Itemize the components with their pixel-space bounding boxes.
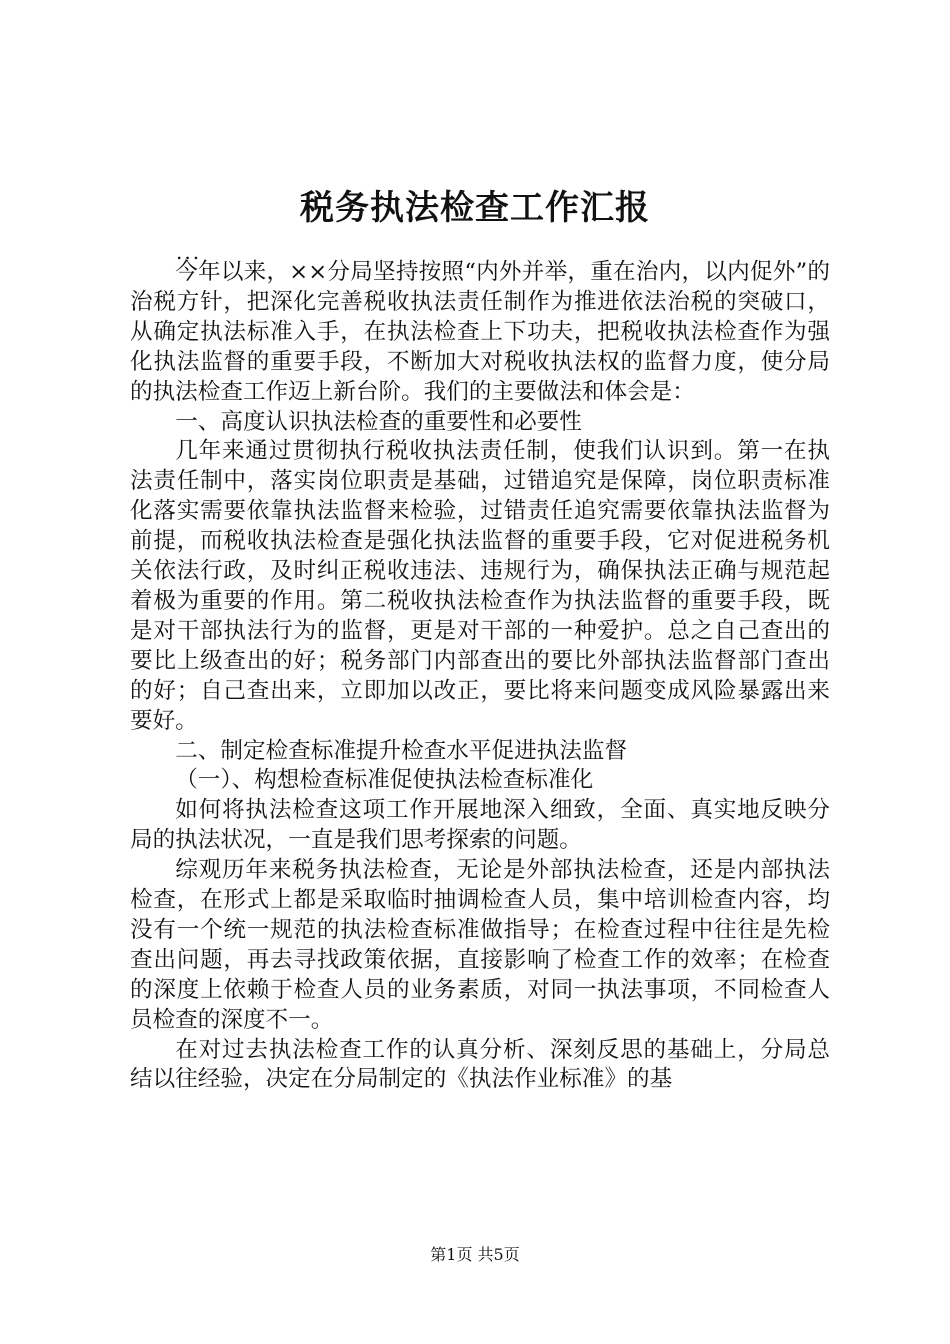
section-heading-1: 一、高度认识执法检查的重要性和必要性 — [175, 408, 582, 435]
document-title: 税务执法检查工作汇报 — [300, 188, 650, 228]
document-body — [130, 258, 830, 1095]
paragraph-review: 综观历年来税务执法检查，无论是外部执法检查，还是内部执法检查，在形式上都是采取临时抽调检查人员，集中培训检查内容，均没有一个统一规范的执法检查标准做指导；在检查过程中往往是先检查出问题，再去寻找政策依据，直接影响了检查工作的效率；在检查的深度上依赖于检查人员的业务素质，对同一执法事项，不同检查人员检查的深度不一。 — [130, 857, 830, 1033]
paragraph-conclusion: 在对过去执法检查工作的认真分析、深刻反思的基础上，分局总结以往经验，决定在分局制定的《执法作业标准》的基 — [130, 1036, 830, 1093]
subsection-heading-1: （一）、构想检查标准促使执法检查标准化 — [175, 767, 594, 794]
section-heading-2: 二、制定检查标准提升检查水平促进执法监督 — [175, 737, 628, 764]
ellipsis-marker: ... — [176, 240, 202, 264]
paragraph-question: 如何将执法检查这项工作开展地深入细致，全面、真实地反映分局的执法状况，一直是我们思考探索的问题。 — [130, 797, 830, 854]
page-footer: 第1页 共5页 — [430, 1245, 520, 1264]
paragraph-section-1: 几年来通过贯彻执行税收执法责任制，使我们认识到。第一在执法责任制中，落实岗位职责是基础，过错追究是保障，岗位职责标准化落实需要依靠执法监督来检验，过错责任追究需要依靠执法监督为前提，而税收执法检查是强化执法监督的重要手段，它对促进税务机关依法行政，及时纠正税收违法、违规行为，确保执法正确与规范起着极为重要的作用。第二税收执法检查作为执法监督的重要手段，既是对干部执法行为的监督，更是对干部的一种爱护。总之自己查出的要比上级查出的好；税务部门内部查出的要比外部执法监督部门查出的好；自己查出来，立即加以改正，要比将来问题变成风险暴露出来要好。 — [130, 438, 830, 734]
paragraph-intro: 今年以来，××分局坚持按照“内外并举，重在治内，以内促外”的治税方针，把深化完善税收执法责任制作为推进依法治税的突破口，从确定执法标准入手，在执法检查上下功夫，把税收执法检查作为强化执法监督的重要手段，不断加大对税收执法权的监督力度，使分局的执法检查工作迈上新台阶。我们的主要做法和体会是： — [130, 259, 830, 405]
